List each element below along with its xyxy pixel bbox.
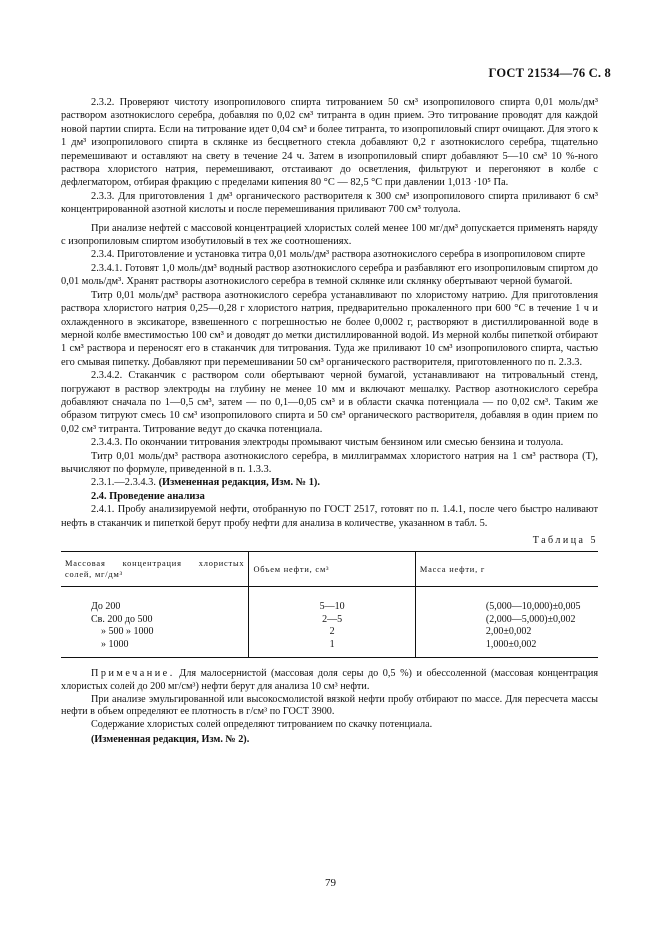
- cell-concentration: Св. 200 до 500: [91, 613, 153, 625]
- cell-volume: 1: [249, 639, 415, 658]
- paragraph-titer: Титр 0,01 моль/дм³ раствора азотнокислого серебра устанавливают по хлористому натрию. Для приготовления раствора хлористого натрия 0,25—0,28 г хлористого натрия, предварительно прокаленного при 600 °С в течение 1 ч и охлажденного в эксикаторе, взвешенного с погрешностью не более 0,0002 г, растворяют в дистиллированной воде в мерной колбе вместимостью 100 см³ и доводят до метки дистиллированной водой. Из мерной колбы пипеткой отбирают 1 см³ раствора и переносят его в стаканчик для титрования. Туда же приливают 10 см³ изопропилового спирта, частью его смывая пипетку. Добавляют при перемешивании 50 см³ органического растворителя, приготовленного по п. 2.3.3.: [61, 289, 598, 368]
- note-text: Для малосернистой (массовая доля серы до 0,5 %) и обессоленной (массовая концентрация хлористых солей до 200 мг/см³) нефти берут для анализа 10 см³ нефти.: [61, 668, 599, 692]
- cell-mass: (2,000—5,000)±0,002: [415, 614, 598, 627]
- cell-concentration: » 1000: [61, 639, 249, 658]
- page-header: ГОСТ 21534—76 С. 8: [488, 66, 611, 80]
- section-title-2-4: 2.4. Проведение анализа: [91, 490, 205, 502]
- cell-mass: 2,00±0,002: [415, 626, 598, 639]
- note-emulsion: При анализе эмульгированной или высокосмолистой вязкой нефти пробу отбирают по массе. Для пересчета массы нефти в объем определяют ее плотность в г/см³ по ГОСТ 3900.: [61, 693, 598, 718]
- paragraph-2-3-4-1: 2.3.4.1. Готовят 1,0 моль/дм³ водный раствор азотнокислого серебра и разбавляют его изопропиловым спиртом до 0,01 моль/дм³. Хранят растворы азотнокислого серебра в темной склянке или склянку обертывают черной бумагой.: [61, 262, 598, 288]
- table-row: [61, 626, 598, 639]
- table-5: [61, 551, 598, 658]
- amendment-range: 2.3.1.—2.3.4.3.: [91, 477, 156, 489]
- paragraph-amendment-1: [61, 476, 598, 489]
- cell-volume: 5—10: [249, 587, 415, 614]
- amendment-2-label: (Измененная редакция, Изм. № 2).: [91, 734, 250, 746]
- paragraph-2-3-4-2: 2.3.4.2. Стаканчик с раствором соли обертывают черной бумагой, устанавливают на титровальный стенд, погружают в раствор электроды на глубину не менее 10 мм и включают мешалку. Раствор азотнокислого серебра добавляют сначала по 1—0,5 см³, затем — по 0,1—0,05 см³ и в области скачка потенциала — по 0,02 см³. Таким же образом титруют смесь 10 см³ изопропилового спирта и 50 см³ органического растворителя, добавляя в один прием по 0,02 см³ титранта. Титрование ведут до скачка потенциала.: [61, 370, 598, 435]
- table-caption: Таблица 5: [532, 535, 598, 546]
- note-label: Примечание.: [91, 668, 175, 680]
- table-row: [61, 639, 598, 658]
- paragraph-2-3-2: 2.3.2. Проверяют чистоту изопропилового спирта титрованием 50 см³ изопропилового спирта 0,01 моль/дм³ раствором азотнокислого серебра, добавляя по 0,02 см³ титранта в один прием. Это титрование проводят для каждой новой партии спирта. Если на титрование идет 0,04 см³ и более титранта, то изопропиловый спирт очищают. Для этого к 1 дм³ изопропилового спирта в склянке из бесцветного стекла добавляют 0,2 г азотнокислого серебра, тщательно перемешивают и оставляют на свету в течение 24 ч. Затем в изопропиловый спирт добавляют 5—10 см³ 10 %-ного раствора хлористого натрия, перемешивают, отстаивают до осветления, фильтруют и перегоняют в колбе с дефлегматором, отбирая фракцию с пределами кипения 80 °С — 82,5 °С при давлении 1,013 ·10⁵ Па.: [61, 97, 598, 189]
- notes-block: [61, 668, 598, 747]
- page-number: 79: [325, 877, 336, 889]
- paragraph-2-3-4-3: 2.3.4.3. По окончании титрования электроды промывают чистым бензином или смесью бензина и толуола.: [91, 437, 564, 449]
- cell-mass: 1,000±0,002: [415, 639, 598, 658]
- document-body: [61, 96, 598, 747]
- column-header-volume: Объем нефти, см³: [249, 552, 415, 587]
- cell-volume: 2—5: [249, 614, 415, 627]
- table-row: [61, 614, 598, 627]
- table-note: [61, 668, 598, 693]
- cell-concentration: До 200: [91, 601, 121, 613]
- cell-mass: (5,000—10,000)±0,005: [415, 587, 598, 614]
- paragraph-2-3-4: 2.3.4. Приготовление и установка титра 0,01 моль/дм³ раствора азотнокислого серебра в изопропиловом спирте: [91, 249, 586, 261]
- cell-concentration: » 500 » 1000: [101, 626, 154, 638]
- table-row: [61, 587, 598, 614]
- column-header-mass: Масса нефти, г: [415, 552, 598, 587]
- table-header-row: [61, 552, 598, 587]
- amendment-1-label: (Измененная редакция, Изм. № 1).: [158, 477, 320, 489]
- column-header-concentration: Массовая концентрация хлористых солей, мг/дм³: [61, 552, 249, 587]
- paragraph-note-chlorides: При анализе нефтей с массовой концентрацией хлористых солей менее 100 мг/дм³ допускается применять наряду с изопропиловым спиртом изобутиловый в тех же соотношениях.: [61, 222, 598, 248]
- cell-volume: 2: [249, 626, 415, 639]
- paragraph-2-3-3: 2.3.3. Для приготовления 1 дм³ органического растворителя к 300 см³ изопропилового спирта приливают 6 см³ концентрированной азотной кислоты и после перемешивания приливают 700 см³ толуола.: [61, 190, 598, 216]
- note-titration: Содержание хлористых солей определяют титрованием по скачку потенциала.: [91, 718, 433, 730]
- paragraph-2-4-1: 2.4.1. Пробу анализируемой нефти, отобранную по ГОСТ 2517, готовят по п. 1.4.1, после чего быстро наливают нефть в стаканчик и пипеткой берут пробу нефти для анализа в количестве, указанном в табл. 5.: [61, 504, 598, 529]
- paragraph-titer-formula: Титр 0,01 моль/дм³ раствора азотнокислого серебра, в миллиграммах хлористого натрия на 1 см³ раствора (T), вычисляют по формуле, приведенной в п. 1.3.3.: [61, 450, 598, 475]
